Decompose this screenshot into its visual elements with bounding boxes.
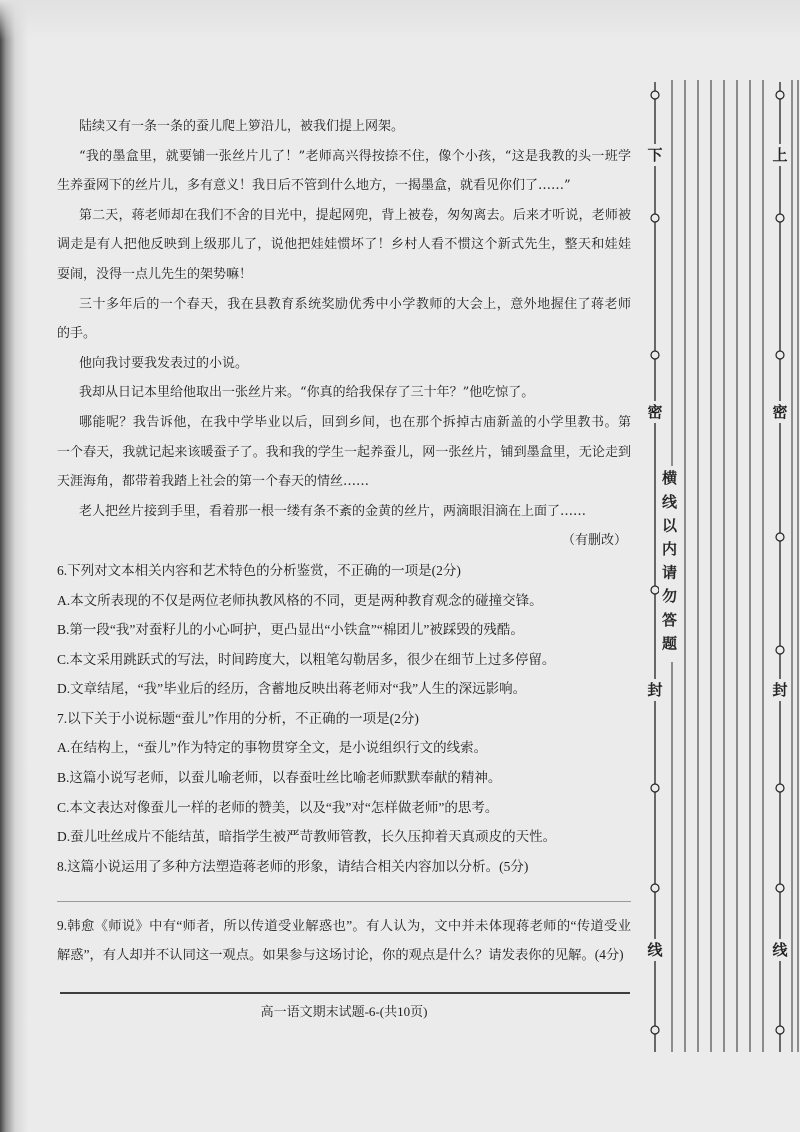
passage-paragraph <box>57 378 631 408</box>
question-7-option-a: A.在结构上，“蚕儿”作为特定的事物贯穿全文，是小说组织行文的线索。 <box>57 740 488 756</box>
binding-circle-icon <box>651 784 659 792</box>
binding-circle-icon <box>776 351 784 359</box>
binding-label-feng: 封 <box>647 681 663 699</box>
binding-circle-icon <box>651 1026 659 1034</box>
source-note: （有删改） <box>561 533 627 549</box>
question-6-option-c: C.本文采用跳跃式的写法，时间跨度大，以粗笔勾勒居多，很少在细节上过多停留。 <box>57 651 556 667</box>
passage-line: 我却从日记本里给他取出一张丝片来。“你真的给我保存了三十年？”他吃惊了。 <box>79 385 535 401</box>
passage-line: 耍闹，没得一点儿先生的架势嘛！ <box>57 266 253 282</box>
binding-circle-icon <box>776 214 784 222</box>
question-6 <box>57 556 631 704</box>
passage-paragraph <box>57 497 631 527</box>
binding-circle-icon <box>651 586 659 594</box>
passage-paragraph <box>57 408 631 497</box>
question-9 <box>57 911 631 969</box>
question-7-stem: 7.以下关于小说标题“蚕儿”作用的分析，不正确的一项是(2分) <box>57 710 419 726</box>
passage-line: 三十多年后的一个春天，我在县教育系统奖励优秀中小学教师的大会上，意外地握住了蒋老师 <box>79 296 631 312</box>
binding-circle-icon <box>776 533 784 541</box>
question-8 <box>57 852 631 882</box>
reading-passage <box>57 112 631 556</box>
binding-circle-icon <box>776 91 784 99</box>
question-7-option-d: D.蚕儿吐丝成片不能结茧，暗指学生被严苛教师管教，长久压抑着天真顽皮的天性。 <box>57 829 557 845</box>
binding-label-mi: 密 <box>647 403 663 421</box>
no-answer-notice: 横线以内请勿答题 <box>659 466 679 662</box>
footer-rule <box>60 992 630 994</box>
binding-circle-icon <box>651 351 659 359</box>
question-9-line: 解惑”，有人却并不认同这一观点。如果参与这场讨论，你的观点是什么？请发表你的见解。(4分) <box>57 947 624 962</box>
binding-label-xian: 线 <box>647 941 663 959</box>
question-6-option-d: D.文章结尾，“我”毕业后的经历，含蓄地反映出蒋老师对“我”人生的深远影响。 <box>57 681 527 697</box>
binding-circle-icon <box>776 646 784 654</box>
binding-label-xian: 线 <box>772 941 788 959</box>
binding-circle-icon <box>776 784 784 792</box>
passage-paragraph <box>57 349 631 379</box>
answer-rule <box>57 901 631 902</box>
binding-label-xia: 下 <box>647 146 663 164</box>
question-8-stem: 8.这篇小说运用了多种方法塑造蒋老师的形象，请结合相关内容加以分析。(5分) <box>57 858 529 874</box>
binding-circle-icon <box>776 884 784 892</box>
passage-line: 调走是有人把他反映到上级那儿了，说他把娃娃惯坏了！乡村人看不惯这个新式先生，整天和娃娃 <box>57 237 631 253</box>
question-6-option-b: B.第一段“我”对蚕籽儿的小心呵护，更凸显出“小铁盒”“棉团儿”被踩毁的残酷。 <box>57 622 524 638</box>
page-footer: 高一语文期末试题-6-(共10页) <box>260 1004 428 1019</box>
question-7-option-b: B.这篇小说写老师，以蚕儿喻老师，以春蚕吐丝比喻老师默默奉献的精神。 <box>57 770 502 786</box>
passage-line: 天涯海角，都带着我踏上社会的第一个春天的情丝…… <box>57 474 370 490</box>
question-9-line: 9.韩愈《师说》中有“师者，所以传道受业解惑也”。有人认为，文中并未体现蒋老师的“传道受业 <box>57 918 631 933</box>
passage-line: 生养蚕网下的丝片儿，多有意义！我日后不管到什么地方，一揭墨盒，就看见你们了……” <box>57 178 571 194</box>
binding-circle-icon <box>651 884 659 892</box>
passage-line: “我的墨盒里，就要铺一张丝片儿了！”老师高兴得按捺不住，像个小孩，“这是我教的头一班学 <box>79 148 631 164</box>
question-7-option-c: C.本文表达对像蚕儿一样的老师的赞美，以及“我”对“怎样做老师”的思考。 <box>57 799 499 815</box>
binding-label-shang: 上 <box>772 146 788 164</box>
passage-line: 陆续又有一条一条的蚕儿爬上箩沿儿，被我们提上网架。 <box>79 119 405 134</box>
exam-main-column <box>57 112 631 881</box>
question-6-stem: 6.下列对文本相关内容和艺术特色的分析鉴赏，不正确的一项是(2分) <box>57 562 461 578</box>
scan-edge-shadow <box>0 0 30 1132</box>
passage-line: 的手。 <box>57 326 97 342</box>
binding-circle-icon <box>651 91 659 99</box>
passage-line: 第二天，蒋老师却在我们不舍的目光中，提起网兜，背上被卷，匆匆离去。后来才听说，老师被 <box>79 207 631 223</box>
binding-label-feng: 封 <box>772 681 788 699</box>
passage-paragraph <box>57 142 631 201</box>
passage-paragraph <box>57 201 631 290</box>
ruled-lines <box>672 80 798 1052</box>
passage-paragraph <box>57 290 631 349</box>
question-6-option-a: A.本文所表现的不仅是两位老师执教风格的不同，更是两种教育观念的碰撞交锋。 <box>57 592 543 608</box>
binding-circle-icon <box>651 214 659 222</box>
passage-paragraph <box>57 112 631 142</box>
binding-label-mi: 密 <box>772 403 788 421</box>
passage-line: 一个春天，我就记起来该暖蚕子了。我和我的学生一起养蚕儿，网一张丝片，铺到墨盒里，无论走到 <box>57 444 631 460</box>
passage-line: 老人把丝片接到手里，看着那一根一缕有条不紊的金黄的丝片，两滴眼泪滴在上面了…… <box>79 503 587 519</box>
question-7 <box>57 704 631 852</box>
binding-circle-icon <box>776 1026 784 1034</box>
passage-line: 他向我讨要我发表过的小说。 <box>79 355 249 371</box>
passage-line: 哪能呢？我告诉他，在我中学毕业以后，回到乡间，也在那个拆掉古庙新盖的小学里教书。第 <box>79 414 631 430</box>
